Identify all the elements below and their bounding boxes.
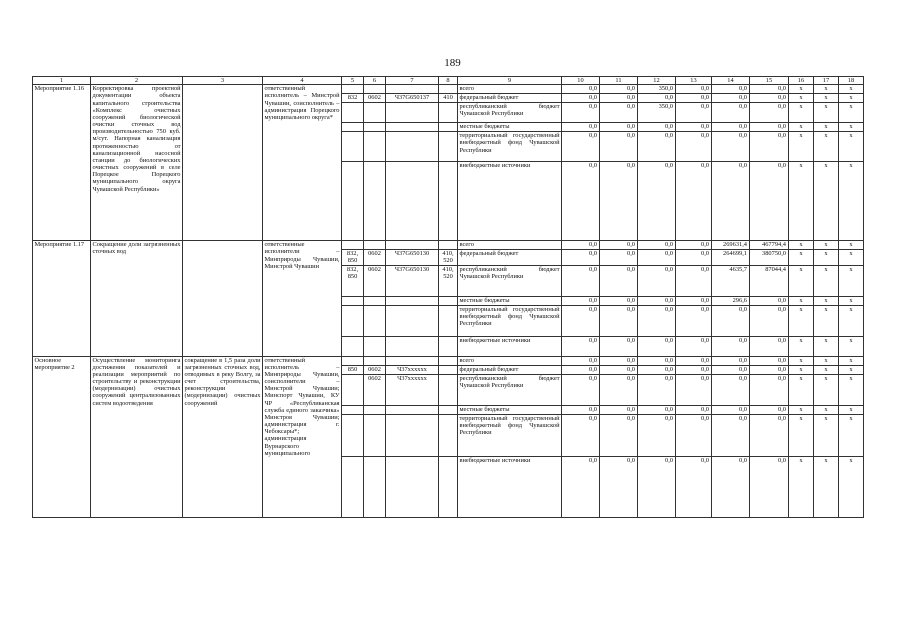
year-value: 0,0: [638, 250, 676, 265]
expense-type-code: [439, 356, 458, 365]
measure-col-3: [183, 241, 263, 356]
grbs-code: [342, 85, 364, 94]
year-value: 0,0: [750, 296, 789, 305]
year-value: 0,0: [600, 336, 638, 356]
year-value: 0,0: [600, 241, 638, 250]
expense-type-code: [439, 374, 458, 405]
grbs-code: [342, 336, 364, 356]
year-value: x: [814, 103, 839, 123]
year-value: x: [814, 265, 839, 296]
expense-type-code: [439, 296, 458, 305]
grbs-code: 832, 850: [342, 265, 364, 296]
year-value: 0,0: [600, 250, 638, 265]
column-header: 14: [712, 77, 750, 85]
funding-source: всего: [458, 356, 562, 365]
year-value: 296,6: [712, 296, 750, 305]
column-header: 8: [439, 77, 458, 85]
grbs-code: [342, 123, 364, 132]
target-article-code: Ч37xxxxxx: [386, 374, 439, 405]
year-value: 0,0: [712, 132, 750, 162]
year-value: 0,0: [750, 132, 789, 162]
funding-source: федеральный бюджет: [458, 365, 562, 374]
target-article-code: [386, 103, 439, 123]
year-value: x: [839, 265, 864, 296]
year-value: 0,0: [750, 103, 789, 123]
year-value: 0,0: [750, 365, 789, 374]
year-value: 0,0: [750, 456, 789, 517]
section-code: [364, 162, 386, 241]
grbs-code: [342, 414, 364, 456]
year-value: 0,0: [676, 94, 712, 103]
year-value: 0,0: [600, 162, 638, 241]
expense-type-code: 410: [439, 94, 458, 103]
year-value: 467794,4: [750, 241, 789, 250]
section-code: [364, 85, 386, 94]
target-article-code: [386, 162, 439, 241]
year-value: 4635,7: [712, 265, 750, 296]
year-value: 0,0: [676, 356, 712, 365]
year-value: 0,0: [638, 456, 676, 517]
year-value: x: [814, 356, 839, 365]
year-value: 0,0: [562, 265, 600, 296]
year-value: 0,0: [712, 456, 750, 517]
expense-type-code: [439, 85, 458, 94]
year-value: x: [839, 414, 864, 456]
section-code: [364, 123, 386, 132]
year-value: x: [814, 456, 839, 517]
funding-source: республиканский бюджет Чувашской Республики: [458, 265, 562, 296]
grbs-code: [342, 405, 364, 414]
year-value: x: [789, 374, 814, 405]
year-value: 0,0: [750, 374, 789, 405]
year-value: 0,0: [562, 336, 600, 356]
section-code: [364, 414, 386, 456]
year-value: 0,0: [712, 162, 750, 241]
year-value: 0,0: [562, 132, 600, 162]
measure-col-3: сокращение в 1,5 раза доли загрязненных сточных вод, отводимых в реку Волгу, за счет строительства, реконструкции (модернизации) очистных сооружений: [183, 356, 263, 517]
year-value: 0,0: [600, 85, 638, 94]
funding-source: местные бюджеты: [458, 405, 562, 414]
table-row: [33, 241, 864, 250]
year-value: x: [814, 241, 839, 250]
year-value: 0,0: [712, 336, 750, 356]
section-code: [364, 103, 386, 123]
year-value: 0,0: [638, 414, 676, 456]
measure-col-2: Корректировка проектной документации объекта капитального строительства «Комплекс очистных сооружений биологической очистки сточных вод производительностью 750 куб. м/сут. Напорная канализация протяженностью от канализационной насосной станции до биологических очистных сооружений в селе Порецкое Порецкого муниципального округа Чувашской Республики»: [91, 85, 183, 241]
year-value: 0,0: [638, 305, 676, 336]
grbs-code: [342, 162, 364, 241]
year-value: x: [814, 94, 839, 103]
target-article-code: Ч37xxxxxx: [386, 365, 439, 374]
column-header: 16: [789, 77, 814, 85]
year-value: x: [789, 296, 814, 305]
year-value: x: [789, 162, 814, 241]
year-value: 0,0: [600, 414, 638, 456]
year-value: x: [789, 456, 814, 517]
column-header-row: [33, 77, 864, 85]
measure-col-1: Мероприятие 1.17: [33, 241, 91, 356]
year-value: 0,0: [676, 414, 712, 456]
expense-type-code: [439, 162, 458, 241]
target-article-code: [386, 356, 439, 365]
column-header: 13: [676, 77, 712, 85]
year-value: x: [839, 336, 864, 356]
grbs-code: 850: [342, 365, 364, 374]
year-value: 0,0: [750, 162, 789, 241]
year-value: 0,0: [750, 85, 789, 94]
section-code: [364, 296, 386, 305]
year-value: x: [814, 123, 839, 132]
column-header: 7: [386, 77, 439, 85]
year-value: 0,0: [676, 103, 712, 123]
year-value: x: [839, 305, 864, 336]
year-value: 0,0: [562, 241, 600, 250]
year-value: 269631,4: [712, 241, 750, 250]
expense-type-code: [439, 456, 458, 517]
funding-source: территориальный государственный внебюджетный фонд Чувашской Республики: [458, 305, 562, 336]
grbs-code: 832, 850: [342, 250, 364, 265]
year-value: x: [839, 103, 864, 123]
year-value: 0,0: [638, 94, 676, 103]
year-value: 0,0: [676, 456, 712, 517]
measure-col-4: ответственные исполнители – Минприроды Чувашии, Минстрой Чувашии: [263, 241, 342, 356]
year-value: 0,0: [600, 296, 638, 305]
year-value: 0,0: [750, 414, 789, 456]
year-value: 87044,4: [750, 265, 789, 296]
year-value: 0,0: [600, 456, 638, 517]
measure-col-2: Сокращение доли загрязненных сточных вод: [91, 241, 183, 356]
year-value: 0,0: [562, 296, 600, 305]
year-value: 0,0: [562, 123, 600, 132]
expense-type-code: [439, 123, 458, 132]
year-value: 0,0: [712, 414, 750, 456]
funding-source: всего: [458, 85, 562, 94]
funding-source: внебюджетные источники: [458, 456, 562, 517]
year-value: x: [814, 296, 839, 305]
year-value: x: [839, 456, 864, 517]
year-value: 0,0: [562, 250, 600, 265]
target-article-code: [386, 336, 439, 356]
year-value: x: [839, 85, 864, 94]
year-value: x: [839, 123, 864, 132]
target-article-code: [386, 296, 439, 305]
year-value: x: [839, 374, 864, 405]
year-value: x: [839, 132, 864, 162]
year-value: 0,0: [562, 94, 600, 103]
measure-col-1: Основное мероприятие 2: [33, 356, 91, 517]
target-article-code: [386, 123, 439, 132]
section-code: 0602: [364, 374, 386, 405]
year-value: 0,0: [750, 305, 789, 336]
year-value: x: [814, 132, 839, 162]
year-value: 0,0: [676, 336, 712, 356]
year-value: x: [814, 305, 839, 336]
expense-type-code: [439, 132, 458, 162]
target-article-code: [386, 132, 439, 162]
page-number: 189: [444, 57, 461, 69]
year-value: 0,0: [638, 296, 676, 305]
year-value: 0,0: [676, 162, 712, 241]
grbs-code: [342, 356, 364, 365]
funding-source: федеральный бюджет: [458, 94, 562, 103]
funding-source: республиканский бюджет Чувашской Республики: [458, 374, 562, 405]
year-value: 0,0: [712, 405, 750, 414]
target-article-code: [386, 414, 439, 456]
expense-type-code: [439, 414, 458, 456]
year-value: 0,0: [712, 374, 750, 405]
year-value: x: [789, 305, 814, 336]
section-code: 0602: [364, 94, 386, 103]
year-value: 0,0: [638, 241, 676, 250]
year-value: 264699,1: [712, 250, 750, 265]
year-value: 0,0: [676, 250, 712, 265]
column-header: 9: [458, 77, 562, 85]
target-article-code: Ч37G650130: [386, 265, 439, 296]
expense-type-code: [439, 405, 458, 414]
measure-col-4: ответственный исполнитель – Минстрой Чувашии, соисполнитель – администрация Порецкого муниципального округа*: [263, 85, 342, 241]
grbs-code: [342, 296, 364, 305]
expense-type-code: [439, 241, 458, 250]
year-value: 0,0: [712, 103, 750, 123]
target-article-code: Ч37G650130: [386, 250, 439, 265]
table-row: [33, 85, 864, 94]
year-value: 0,0: [750, 123, 789, 132]
year-value: 0,0: [676, 405, 712, 414]
section-code: [364, 356, 386, 365]
year-value: 0,0: [562, 356, 600, 365]
target-article-code: [386, 405, 439, 414]
grbs-code: [342, 103, 364, 123]
funding-source: территориальный государственный внебюджетный фонд Чувашской Республики: [458, 414, 562, 456]
measure-col-1: Мероприятие 1.16: [33, 85, 91, 241]
year-value: 0,0: [712, 94, 750, 103]
target-article-code: [386, 456, 439, 517]
year-value: x: [814, 365, 839, 374]
column-header: 15: [750, 77, 789, 85]
column-header: 17: [814, 77, 839, 85]
expense-type-code: [439, 103, 458, 123]
year-value: x: [839, 296, 864, 305]
section-code: [364, 456, 386, 517]
year-value: 0,0: [676, 85, 712, 94]
year-value: 0,0: [638, 365, 676, 374]
year-value: x: [789, 405, 814, 414]
grbs-code: [342, 374, 364, 405]
target-article-code: [386, 241, 439, 250]
column-header: 12: [638, 77, 676, 85]
column-header: 18: [839, 77, 864, 85]
year-value: 0,0: [676, 374, 712, 405]
year-value: x: [839, 365, 864, 374]
funding-source: внебюджетные источники: [458, 162, 562, 241]
funding-source: республиканский бюджет Чувашской Республики: [458, 103, 562, 123]
year-value: x: [789, 336, 814, 356]
target-article-code: [386, 305, 439, 336]
year-value: 0,0: [712, 356, 750, 365]
column-header: 4: [263, 77, 342, 85]
grbs-code: [342, 241, 364, 250]
year-value: 0,0: [562, 374, 600, 405]
year-value: 0,0: [600, 365, 638, 374]
year-value: 0,0: [638, 374, 676, 405]
year-value: x: [789, 94, 814, 103]
year-value: x: [814, 336, 839, 356]
section-code: 0602: [364, 365, 386, 374]
year-value: 0,0: [562, 305, 600, 336]
year-value: 0,0: [562, 414, 600, 456]
column-header: 2: [91, 77, 183, 85]
year-value: x: [789, 241, 814, 250]
year-value: 350,0: [638, 103, 676, 123]
year-value: 0,0: [562, 456, 600, 517]
year-value: 0,0: [562, 365, 600, 374]
section-code: [364, 241, 386, 250]
section-code: [364, 132, 386, 162]
year-value: x: [839, 94, 864, 103]
section-code: 0602: [364, 250, 386, 265]
expense-type-code: [439, 305, 458, 336]
year-value: 0,0: [600, 305, 638, 336]
year-value: x: [839, 356, 864, 365]
year-value: 0,0: [600, 123, 638, 132]
year-value: 380750,0: [750, 250, 789, 265]
year-value: 0,0: [600, 374, 638, 405]
year-value: 0,0: [562, 162, 600, 241]
year-value: 0,0: [562, 103, 600, 123]
year-value: 0,0: [676, 241, 712, 250]
measure-col-4: ответственный исполнитель – Минприроды Чувашии, соисполнители – Минстрой Чувашии; Минспорт Чувашии, КУ ЧР «Республиканская служба единого заказчика» Минстроя Чувашии; администрация г. Чебоксары*; администрация Вурнарского муниципального: [263, 356, 342, 517]
year-value: x: [814, 405, 839, 414]
year-value: x: [839, 250, 864, 265]
year-value: 0,0: [676, 132, 712, 162]
year-value: 0,0: [676, 265, 712, 296]
year-value: 0,0: [712, 123, 750, 132]
year-value: 0,0: [638, 162, 676, 241]
year-value: x: [814, 85, 839, 94]
column-header: 3: [183, 77, 263, 85]
funding-source: всего: [458, 241, 562, 250]
year-value: 0,0: [600, 94, 638, 103]
year-value: 0,0: [676, 365, 712, 374]
funding-source: федеральный бюджет: [458, 250, 562, 265]
column-header: 1: [33, 77, 91, 85]
year-value: x: [789, 123, 814, 132]
year-value: 0,0: [750, 336, 789, 356]
year-value: 0,0: [750, 356, 789, 365]
column-header: 5: [342, 77, 364, 85]
section-code: [364, 336, 386, 356]
year-value: 0,0: [638, 336, 676, 356]
year-value: 0,0: [676, 305, 712, 336]
year-value: 0,0: [600, 132, 638, 162]
expense-type-code: [439, 336, 458, 356]
table-row: [33, 356, 864, 365]
year-value: x: [789, 265, 814, 296]
year-value: x: [789, 103, 814, 123]
expense-type-code: [439, 365, 458, 374]
year-value: 0,0: [676, 296, 712, 305]
year-value: x: [789, 132, 814, 162]
grbs-code: 832: [342, 94, 364, 103]
target-article-code: [386, 85, 439, 94]
year-value: 0,0: [600, 103, 638, 123]
year-value: x: [789, 365, 814, 374]
year-value: 0,0: [638, 123, 676, 132]
year-value: 0,0: [562, 85, 600, 94]
year-value: 0,0: [712, 365, 750, 374]
year-value: 0,0: [712, 85, 750, 94]
expense-type-code: 410, 520: [439, 250, 458, 265]
column-header: 6: [364, 77, 386, 85]
year-value: 350,0: [638, 85, 676, 94]
year-value: 0,0: [750, 94, 789, 103]
expense-type-code: 410, 520: [439, 265, 458, 296]
year-value: x: [789, 356, 814, 365]
year-value: 0,0: [600, 356, 638, 365]
year-value: x: [789, 414, 814, 456]
year-value: x: [839, 162, 864, 241]
year-value: x: [814, 414, 839, 456]
year-value: 0,0: [676, 123, 712, 132]
year-value: 0,0: [638, 265, 676, 296]
year-value: x: [789, 85, 814, 94]
funding-source: местные бюджеты: [458, 296, 562, 305]
section-code: 0602: [364, 265, 386, 296]
grbs-code: [342, 132, 364, 162]
year-value: 0,0: [638, 405, 676, 414]
column-header: 10: [562, 77, 600, 85]
year-value: 0,0: [600, 405, 638, 414]
target-article-code: Ч37G650137: [386, 94, 439, 103]
year-value: 0,0: [638, 132, 676, 162]
budget-table: [32, 76, 864, 518]
year-value: 0,0: [750, 405, 789, 414]
funding-source: внебюджетные источники: [458, 336, 562, 356]
year-value: 0,0: [600, 265, 638, 296]
year-value: x: [814, 374, 839, 405]
measure-col-3: [183, 85, 263, 241]
funding-source: территориальный государственный внебюджетный фонд Чувашской Республики: [458, 132, 562, 162]
year-value: x: [814, 250, 839, 265]
column-header: 11: [600, 77, 638, 85]
section-code: [364, 405, 386, 414]
year-value: x: [839, 241, 864, 250]
funding-source: местные бюджеты: [458, 123, 562, 132]
grbs-code: [342, 305, 364, 336]
grbs-code: [342, 456, 364, 517]
year-value: x: [839, 405, 864, 414]
section-code: [364, 305, 386, 336]
year-value: x: [789, 250, 814, 265]
year-value: 0,0: [562, 405, 600, 414]
measure-col-2: Осуществление мониторинга достижения показателей и реализации мероприятий по строительству и реконструкции (модернизации) очистных сооружений централизованных систем водоотведения: [91, 356, 183, 517]
year-value: x: [814, 162, 839, 241]
year-value: 0,0: [712, 305, 750, 336]
year-value: 0,0: [638, 356, 676, 365]
